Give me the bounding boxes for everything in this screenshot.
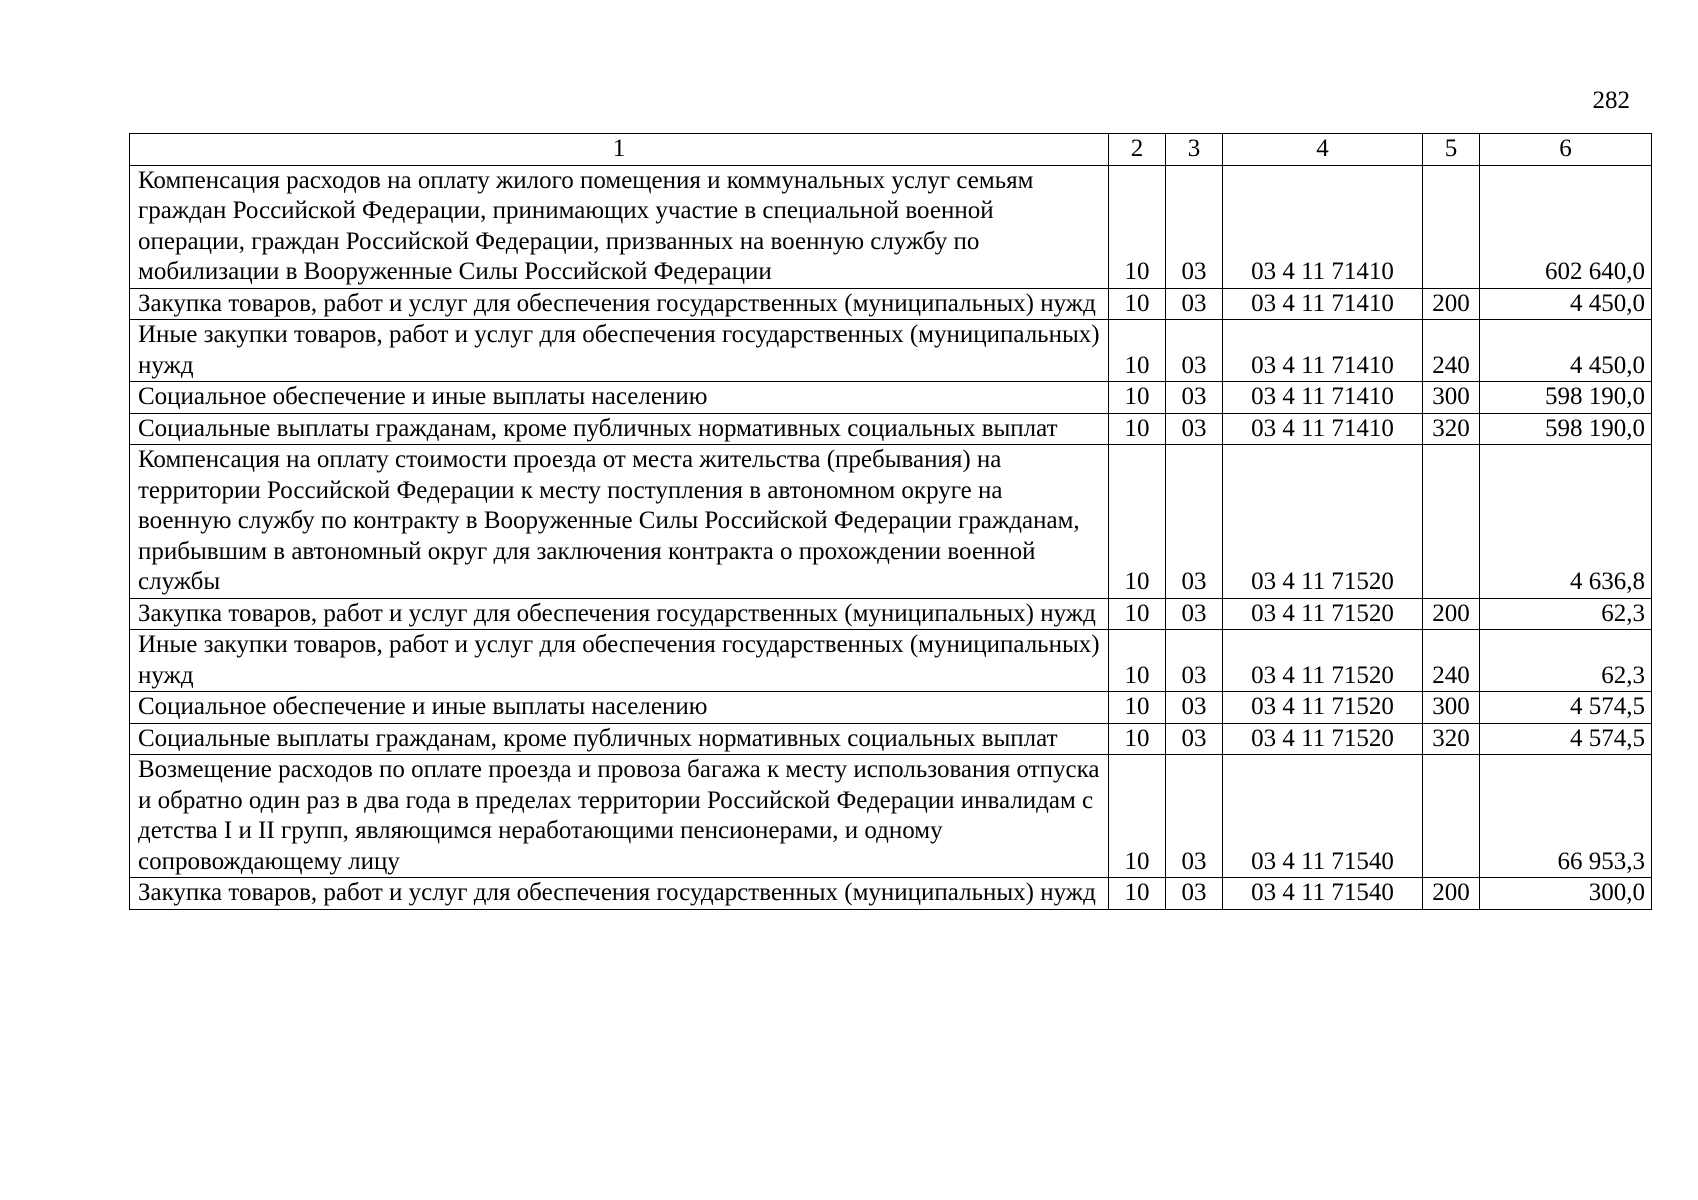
section-cell: 10 [1109,320,1166,382]
target-article-cell: 03 4 11 71410 [1223,413,1423,445]
expense-type-cell [1423,165,1480,288]
amount-cell: 4 450,0 [1480,320,1652,382]
expense-type-cell [1423,755,1480,878]
amount-cell: 4 636,8 [1480,445,1652,599]
row-name-cell: Компенсация расходов на оплату жилого помещения и коммунальных услуг семьям граждан Российской Федерации, принимающих участие в специальной военной операции, граждан Российской Федерации, призванных на военную службу по мобилизации в Вооруженные Силы Российской Федерации [130,165,1109,288]
column-header-name: 1 [130,134,1109,166]
amount-cell: 62,3 [1480,630,1652,692]
table-row [130,598,1652,630]
subsection-cell: 03 [1166,692,1223,724]
section-cell: 10 [1109,598,1166,630]
target-article-cell: 03 4 11 71520 [1223,445,1423,599]
subsection-cell: 03 [1166,598,1223,630]
subsection-cell: 03 [1166,723,1223,755]
amount-cell: 300,0 [1480,878,1652,910]
expense-type-cell [1423,445,1480,599]
subsection-cell: 03 [1166,288,1223,320]
amount-cell: 66 953,3 [1480,755,1652,878]
row-name-cell: Иные закупки товаров, работ и услуг для обеспечения государственных (муниципальных) нужд [130,630,1109,692]
table-row [130,692,1652,724]
expense-type-cell: 200 [1423,288,1480,320]
section-cell: 10 [1109,723,1166,755]
page-number: 282 [1592,87,1630,114]
row-name-cell: Закупка товаров, работ и услуг для обеспечения государственных (муниципальных) нужд [130,878,1109,910]
expense-type-cell: 320 [1423,723,1480,755]
section-cell: 10 [1109,878,1166,910]
subsection-cell: 03 [1166,320,1223,382]
row-name-cell: Социальное обеспечение и иные выплаты населению [130,692,1109,724]
target-article-cell: 03 4 11 71410 [1223,320,1423,382]
subsection-cell: 03 [1166,413,1223,445]
target-article-cell: 03 4 11 71410 [1223,382,1423,414]
table-row [130,382,1652,414]
row-name-cell: Социальные выплаты гражданам, кроме публичных нормативных социальных выплат [130,723,1109,755]
section-cell: 10 [1109,382,1166,414]
expense-type-cell: 320 [1423,413,1480,445]
target-article-cell: 03 4 11 71410 [1223,288,1423,320]
row-name-cell: Компенсация на оплату стоимости проезда от места жительства (пребывания) на территории Российской Федерации к месту поступления в автономном округе на военную службу по контракту в Вооруженные Силы Российской Федерации гражданам, прибывшим в автономный округ для заключения контракта о прохождении военной службы [130,445,1109,599]
column-header-amount: 6 [1480,134,1652,166]
target-article-cell: 03 4 11 71540 [1223,755,1423,878]
table-row [130,288,1652,320]
subsection-cell: 03 [1166,630,1223,692]
expense-type-cell: 240 [1423,320,1480,382]
table-row [130,320,1652,382]
amount-cell: 4 574,5 [1480,692,1652,724]
row-name-cell: Социальные выплаты гражданам, кроме публичных нормативных социальных выплат [130,413,1109,445]
subsection-cell: 03 [1166,755,1223,878]
target-article-cell: 03 4 11 71520 [1223,723,1423,755]
table-header-row [130,134,1652,166]
table-row [130,165,1652,288]
subsection-cell: 03 [1166,382,1223,414]
table-row [130,630,1652,692]
expense-type-cell: 200 [1423,878,1480,910]
amount-cell: 4 574,5 [1480,723,1652,755]
section-cell: 10 [1109,413,1166,445]
budget-table [129,133,1652,910]
row-name-cell: Закупка товаров, работ и услуг для обеспечения государственных (муниципальных) нужд [130,288,1109,320]
row-name-cell: Закупка товаров, работ и услуг для обеспечения государственных (муниципальных) нужд [130,598,1109,630]
section-cell: 10 [1109,630,1166,692]
section-cell: 10 [1109,288,1166,320]
amount-cell: 4 450,0 [1480,288,1652,320]
target-article-cell: 03 4 11 71520 [1223,630,1423,692]
target-article-cell: 03 4 11 71520 [1223,598,1423,630]
column-header-target-article: 4 [1223,134,1423,166]
column-header-section: 2 [1109,134,1166,166]
target-article-cell: 03 4 11 71520 [1223,692,1423,724]
column-header-subsection: 3 [1166,134,1223,166]
expense-type-cell: 300 [1423,692,1480,724]
table-row [130,445,1652,599]
row-name-cell: Возмещение расходов по оплате проезда и провоза багажа к месту использования отпуска и обратно один раз в два года в пределах территории Российской Федерации инвалидам с детства I и II групп, являющимся неработающими пенсионерами, и одному сопровождающему лицу [130,755,1109,878]
column-header-expense-type: 5 [1423,134,1480,166]
subsection-cell: 03 [1166,165,1223,288]
table-row [130,878,1652,910]
table-row [130,723,1652,755]
subsection-cell: 03 [1166,878,1223,910]
table-row [130,413,1652,445]
row-name-cell: Иные закупки товаров, работ и услуг для обеспечения государственных (муниципальных) нужд [130,320,1109,382]
section-cell: 10 [1109,692,1166,724]
amount-cell: 62,3 [1480,598,1652,630]
expense-type-cell: 240 [1423,630,1480,692]
expense-type-cell: 200 [1423,598,1480,630]
expense-type-cell: 300 [1423,382,1480,414]
section-cell: 10 [1109,165,1166,288]
amount-cell: 598 190,0 [1480,413,1652,445]
section-cell: 10 [1109,445,1166,599]
amount-cell: 602 640,0 [1480,165,1652,288]
target-article-cell: 03 4 11 71410 [1223,165,1423,288]
row-name-cell: Социальное обеспечение и иные выплаты населению [130,382,1109,414]
section-cell: 10 [1109,755,1166,878]
amount-cell: 598 190,0 [1480,382,1652,414]
target-article-cell: 03 4 11 71540 [1223,878,1423,910]
table-row [130,755,1652,878]
subsection-cell: 03 [1166,445,1223,599]
